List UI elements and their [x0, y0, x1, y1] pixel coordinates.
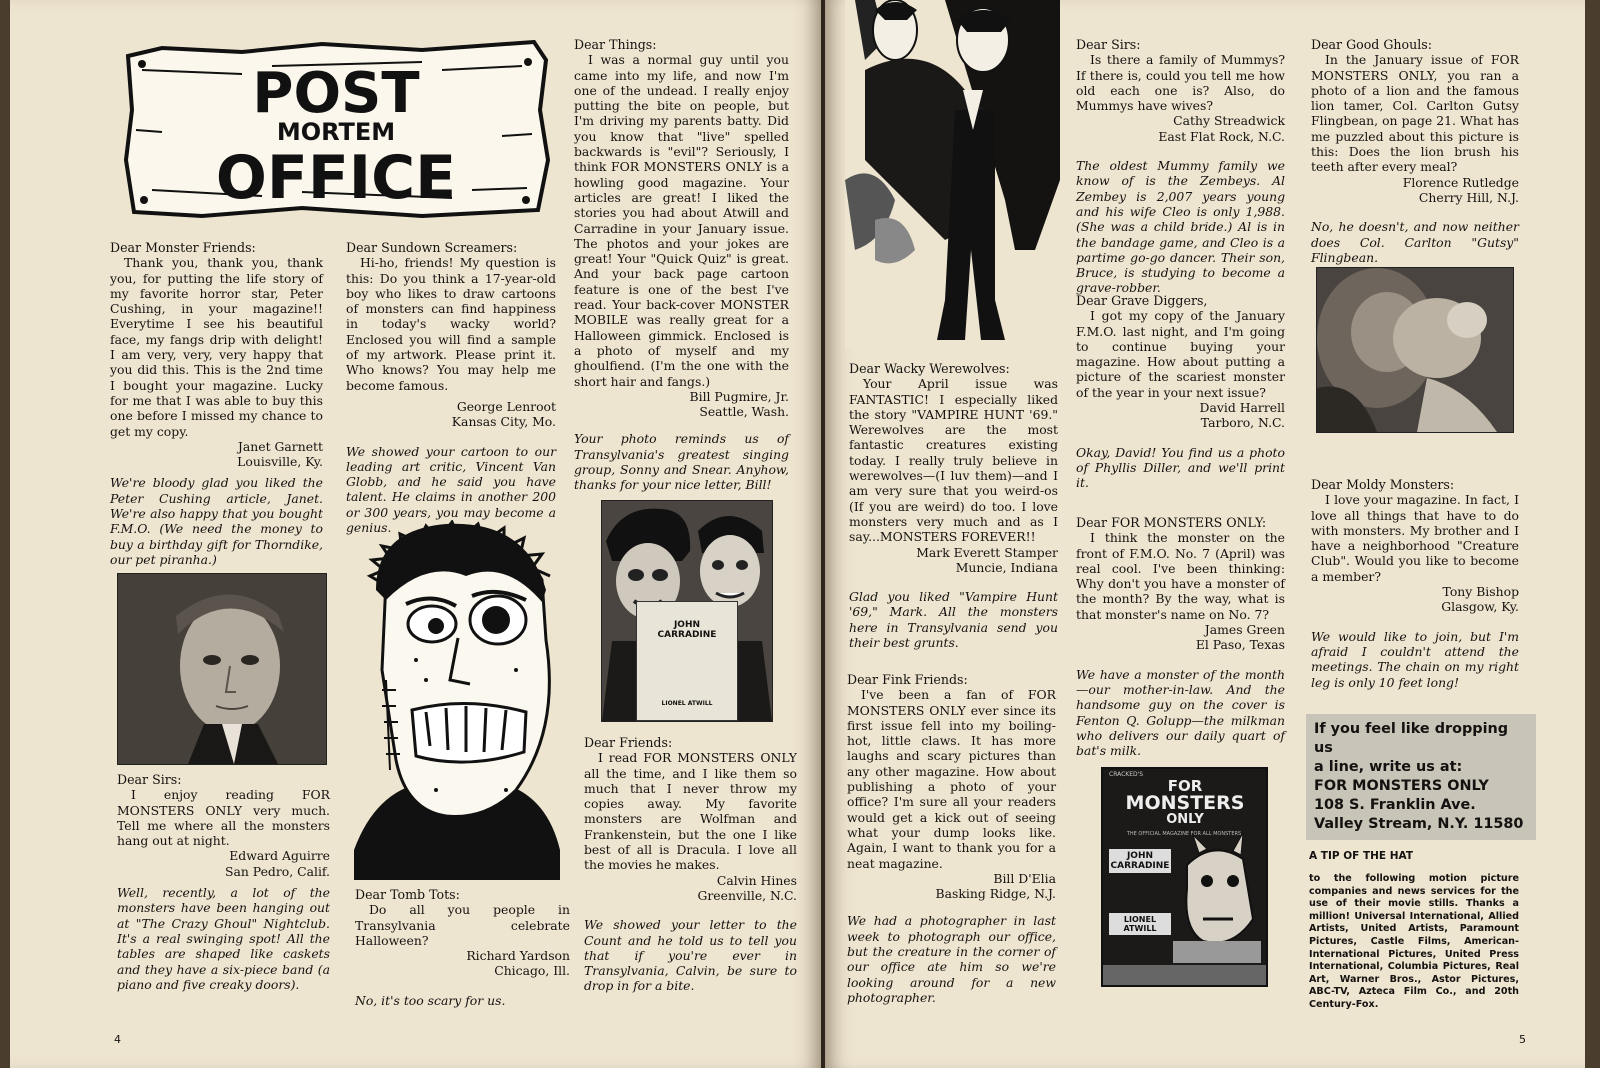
letter-place: Seattle, Wash.	[699, 404, 789, 420]
letter-salutation: Dear Wacky Werewolves:	[849, 361, 1010, 376]
letter-friends-calvin	[584, 735, 797, 994]
cover-brand: CRACKED'S	[1109, 771, 1144, 778]
lion-tamer-photo	[1316, 267, 1514, 433]
letter-signer: Janet Garnett	[237, 438, 323, 454]
editor-reply: No, he doesn't, and now neither does Col. Carlton "Gutsy" Flingbean.	[1311, 219, 1519, 265]
magazine-cover-image	[1101, 767, 1268, 987]
letter-place: Basking Ridge, N.J.	[935, 886, 1056, 902]
reader-and-ghoulfiend-photo	[601, 500, 773, 722]
letter-body: In the January issue of FOR MONSTERS ONLY, you ran a photo of a lion and the famous lion tamer, Col. Carlton Gutsy Flingbean, on page 21. What has me puzzled about this picture is this: Does the lion brush his teeth after every meal?	[1311, 52, 1519, 175]
editor-reply: Okay, David! You find us a photo of Phyllis Diller, and we'll print it.	[1076, 444, 1285, 491]
letter-body: I read FOR MONSTERS ONLY all the time, and I like them so much that I never throw my copies away. My favorite monsters are Wolfman and Frankenstein, but the one I like best of all is Dracula. I love all the movies he makes.	[584, 750, 797, 873]
reader-cartoon	[346, 520, 566, 880]
letter-body: I got my copy of the January F.M.O. last night, and I'm going to continue buying your magazine. How about putting a picture of the scariest monster of the year in your next issue?	[1076, 308, 1285, 400]
letter-grave-diggers	[1076, 293, 1285, 491]
page-number-left: 4	[114, 1033, 121, 1046]
letter-signer: David Harrell	[1199, 400, 1285, 416]
letter-place: Louisville, Ky.	[237, 454, 323, 470]
letter-sirs-cathy	[1076, 37, 1285, 296]
editor-reply: We have a monster of the month—our mother-in-law. And the handsome guy on the cover is Fenton Q. Golupp—the milkman who delivers our daily quart of bat's milk.	[1076, 666, 1285, 759]
editor-reply: We showed your cartoon to our leading art critic, Vincent Van Globb, and he said you have talent. He claims in another 200 or 300 years, you may become a genius.	[346, 443, 556, 536]
letter-tomb-tots	[355, 887, 570, 1008]
cover-title-2: MONSTERS	[1125, 792, 1245, 814]
editor-reply: Your photo reminds us of Transylvania's greatest singing group, Sonny and Snear. Anyhow, thanks for your nice letter, Bill!	[574, 431, 789, 493]
letter-salutation: Dear Friends:	[584, 735, 673, 750]
editor-reply: Well, recently, a lot of the monsters have been hanging out at "The Crazy Ghoul" Nightclub. It's a real swinging spot! All the tables are shaped like caskets and they have a six-piece band (a piano and five creaky doors).	[117, 885, 330, 992]
letter-signer: Richard Yardson	[466, 948, 570, 964]
letter-body: Thank you, thank you, thank you, for putting the life story of my favorite horror star, Peter Cushing, in your magazine!! Everytime I see his beautiful face, my fangs drip with delight! I am very, very, very happy that you did this. This is the 2nd time I bought your magazine. Lucky for me that I was able to buy this one before I missed my chance to get my copy.	[110, 255, 323, 439]
letter-moldy-monsters	[1311, 477, 1519, 690]
address-line-1: If you feel like dropping us	[1314, 721, 1509, 756]
letter-body: Is there a family of Mummys? If there is, could you tell me how old each one is? Also, do Mummys have wives?	[1076, 52, 1285, 114]
letter-salutation: Dear Tomb Tots:	[355, 887, 460, 902]
editor-reply: Glad you liked "Vampire Hunt '69," Mark. All the monsters here in Transylvania send you their best grunts.	[849, 589, 1058, 651]
letter-good-ghouls	[1311, 37, 1519, 265]
editor-reply: The oldest Mummy family we know of is the Zembeys. Al Zembey is 2,007 years young and his wife Cleo is only 1,988. (She was a child bride.) Al is in the bandage game, and Cleo is a partime go-go dancer. Their son, Bruce, is studying to become a grave-robber.	[1076, 158, 1285, 296]
letter-body: I think the monster on the front of F.M.O. No. 7 (April) was real cool. I've been thinking: Why don't you have a monster of the month? By the way, what is that monster's name on No. 7?	[1076, 530, 1285, 622]
address-line-4: 108 S. Franklin Ave.	[1314, 797, 1476, 813]
address-line-3: FOR MONSTERS ONLY	[1314, 778, 1489, 794]
cover-title-1: FOR	[1167, 777, 1203, 795]
address-line-5: Valley Stream, N.Y. 11580	[1314, 816, 1524, 832]
sign-board	[122, 40, 550, 220]
editor-reply: We're bloody glad you liked the Peter Cushing article, Janet. We're also happy that you bought F.M.O. (We need the money to buy a birthday gift for Thorndike, our pet piranha.)	[110, 475, 323, 567]
letter-salutation: Dear Good Ghouls:	[1311, 37, 1432, 52]
letter-body: I enjoy reading FOR MONSTERS ONLY very much. Tell me where all the monsters hang out at night.	[117, 787, 330, 849]
dracula-drawing	[845, 0, 1060, 348]
letter-signer: Cathy Streadwick	[1173, 113, 1285, 129]
letter-place: Muncie, Indiana	[955, 559, 1058, 575]
sign-line-1: POST	[252, 61, 420, 126]
letter-fink-friends	[847, 672, 1056, 1005]
letter-body: I've been a fan of FOR MONSTERS ONLY ever since its first issue fell into my boiling-hot, little claws. It has more laughs and scary pictures than any other magazine. How about publishing a photo of your office? I'm sure all your readers would get a kick out of seeing what your dump looks like. Again, I want to thank you for a neat magazine.	[847, 687, 1056, 871]
cover-title-3: ONLY	[1166, 812, 1204, 827]
newspaper-name-3: LIONEL ATWILL	[661, 700, 713, 707]
letter-place: Cherry Hill, N.J.	[1418, 189, 1519, 205]
newspaper-prop	[636, 601, 738, 721]
cover-name-1: JOHN CARRADINE	[1110, 851, 1170, 871]
letter-place: Greenville, N.C.	[697, 887, 797, 903]
letter-body: I was a normal guy until you came into my life, and now I'm one of the undead. I really enjoy putting the bite on people, but I'm driving my parents batty. Did you know that "live" spelled backwards is "evil"? Seriously, I think FOR MONSTERS ONLY is a howling good magazine. Your articles are great! I liked the stories you had about Atwill and Carradine in your January issue. The photos and your jokes are great! Your "Quick Quiz" is great. And your back page cartoon feature is one of the best I've read. Your back-cover MONSTER MOBILE was really great for a Halloween gimmick. Enclosed is a photo of myself and my ghoulfiend. (I'm the one with the short hair and fangs.)	[574, 52, 789, 389]
monster-cartoon-drawing	[346, 520, 566, 880]
letter-signer: George Lenroot	[456, 398, 556, 414]
letter-signer: Mark Everett Stamper	[916, 544, 1058, 560]
portrait-drawing	[118, 574, 326, 764]
tip-body: to the following motion picture companies and news services for the use of their movie stills. Thanks a million! Universal International, Allied Artists, United Artists, Paramount Pictures, Castle Films, American-International Pictures, United Press International, Columbia Pictures, Real Art, Warner Bros., Astor Pictures, ABC-TV, Azteca Film Co., and 20th Century-Fox.	[1309, 873, 1519, 1010]
letter-for-monsters-only	[1076, 515, 1285, 758]
letter-salutation: Dear Things:	[574, 37, 657, 52]
letter-salutation: Dear FOR MONSTERS ONLY:	[1076, 515, 1267, 530]
dracula-illustration	[845, 0, 1060, 348]
letter-place: Chicago, Ill.	[494, 963, 570, 979]
editor-reply: No, it's too scary for us.	[355, 992, 506, 1008]
peter-cushing-photo	[117, 573, 327, 765]
editor-reply: We had a photographer in last week to photograph our office, but the creature in the corner of our office ate him so we're looking around for a new photographer.	[847, 913, 1056, 1005]
letter-place: Kansas City, Mo.	[451, 414, 556, 430]
letter-body: I love your magazine. In fact, I love all things that have to do with monsters. My brother and I have a neighborhood "Creature Club". Would you like to become a member?	[1311, 492, 1519, 584]
letter-place: El Paso, Texas	[1195, 637, 1285, 653]
letter-monster-friends	[110, 240, 323, 567]
letter-sundown-screamers	[346, 240, 556, 535]
letter-signer: Edward Aguirre	[229, 848, 330, 864]
letter-signer: Tony Bishop	[1442, 584, 1519, 600]
editor-reply: We would like to join, but I'm afraid I couldn't attend the meetings. The chain on my right leg is only 10 feet long!	[1311, 628, 1519, 690]
letter-things	[574, 37, 789, 493]
page-number-right: 5	[1519, 1033, 1526, 1046]
letter-sirs-edward	[117, 772, 330, 992]
letter-salutation: Dear Sirs:	[117, 772, 182, 787]
mailing-address-box	[1306, 714, 1536, 840]
letter-salutation: Dear Moldy Monsters:	[1311, 477, 1455, 492]
newspaper-name-2: CARRADINE	[657, 630, 717, 640]
letter-salutation: Dear Monster Friends:	[110, 240, 256, 255]
letter-salutation: Dear Sirs:	[1076, 37, 1141, 52]
letter-signer: James Green	[1204, 622, 1285, 638]
left-page	[10, 0, 821, 1068]
letter-signer: Florence Rutledge	[1402, 174, 1519, 190]
letter-place: San Pedro, Calif.	[225, 863, 330, 879]
letter-wacky-werewolves	[849, 361, 1058, 650]
post-mortem-office-sign	[122, 40, 550, 220]
letter-signer: Calvin Hines	[716, 872, 797, 888]
lion-drawing	[1317, 268, 1513, 432]
cover-monster-drawing	[1103, 769, 1266, 985]
newspaper-name-1: JOHN	[673, 620, 701, 630]
letter-signer: Bill D'Elia	[993, 870, 1056, 886]
editor-reply: We showed your letter to the Count and he told us to tell you that if you're ever in Transylvania, Calvin, be sure to drop in for a bite.	[584, 917, 797, 994]
letter-salutation: Dear Grave Diggers,	[1076, 293, 1208, 308]
letter-signer: Bill Pugmire, Jr.	[689, 388, 789, 404]
letter-body: Hi-ho, friends! My question is this: Do you think a 17-year-old boy who likes to draw cartoons of monsters can find happiness in today's wacky world? Enclosed you will find a sample of my artwork. Please print it. Who knows? You may help me become famous.	[346, 255, 556, 393]
letter-body: Do all you people in Transylvania celebrate Halloween?	[355, 902, 570, 948]
sign-line-3: OFFICE	[215, 143, 457, 213]
cover-name-2: LIONEL ATWILL	[1109, 913, 1171, 935]
right-page	[825, 0, 1585, 1068]
letter-place: Glasgow, Ky.	[1441, 599, 1519, 615]
letter-salutation: Dear Sundown Screamers:	[346, 240, 518, 255]
sign-line-2: MORTEM	[276, 118, 396, 146]
letter-place: Tarboro, N.C.	[1200, 415, 1285, 431]
tip-title: A TIP OF THE HAT	[1309, 850, 1413, 862]
cover-tagline: THE OFFICIAL MAGAZINE FOR ALL MONSTERS	[1126, 831, 1242, 837]
letter-salutation: Dear Fink Friends:	[847, 672, 968, 687]
letter-body: Your April issue was FANTASTIC! I especially liked the story "VAMPIRE HUNT '69." Werewolves are the most fantastic creatures existing today. I really truly believe in werewolves—(I luv them)—and I am very sure that you weird-os (If you are weird) do too. I love monsters very much and as I say...MONSTERS FOREVER!!	[849, 376, 1058, 545]
address-line-2: a line, write us at:	[1314, 759, 1463, 775]
letter-place: East Flat Rock, N.C.	[1158, 128, 1285, 144]
